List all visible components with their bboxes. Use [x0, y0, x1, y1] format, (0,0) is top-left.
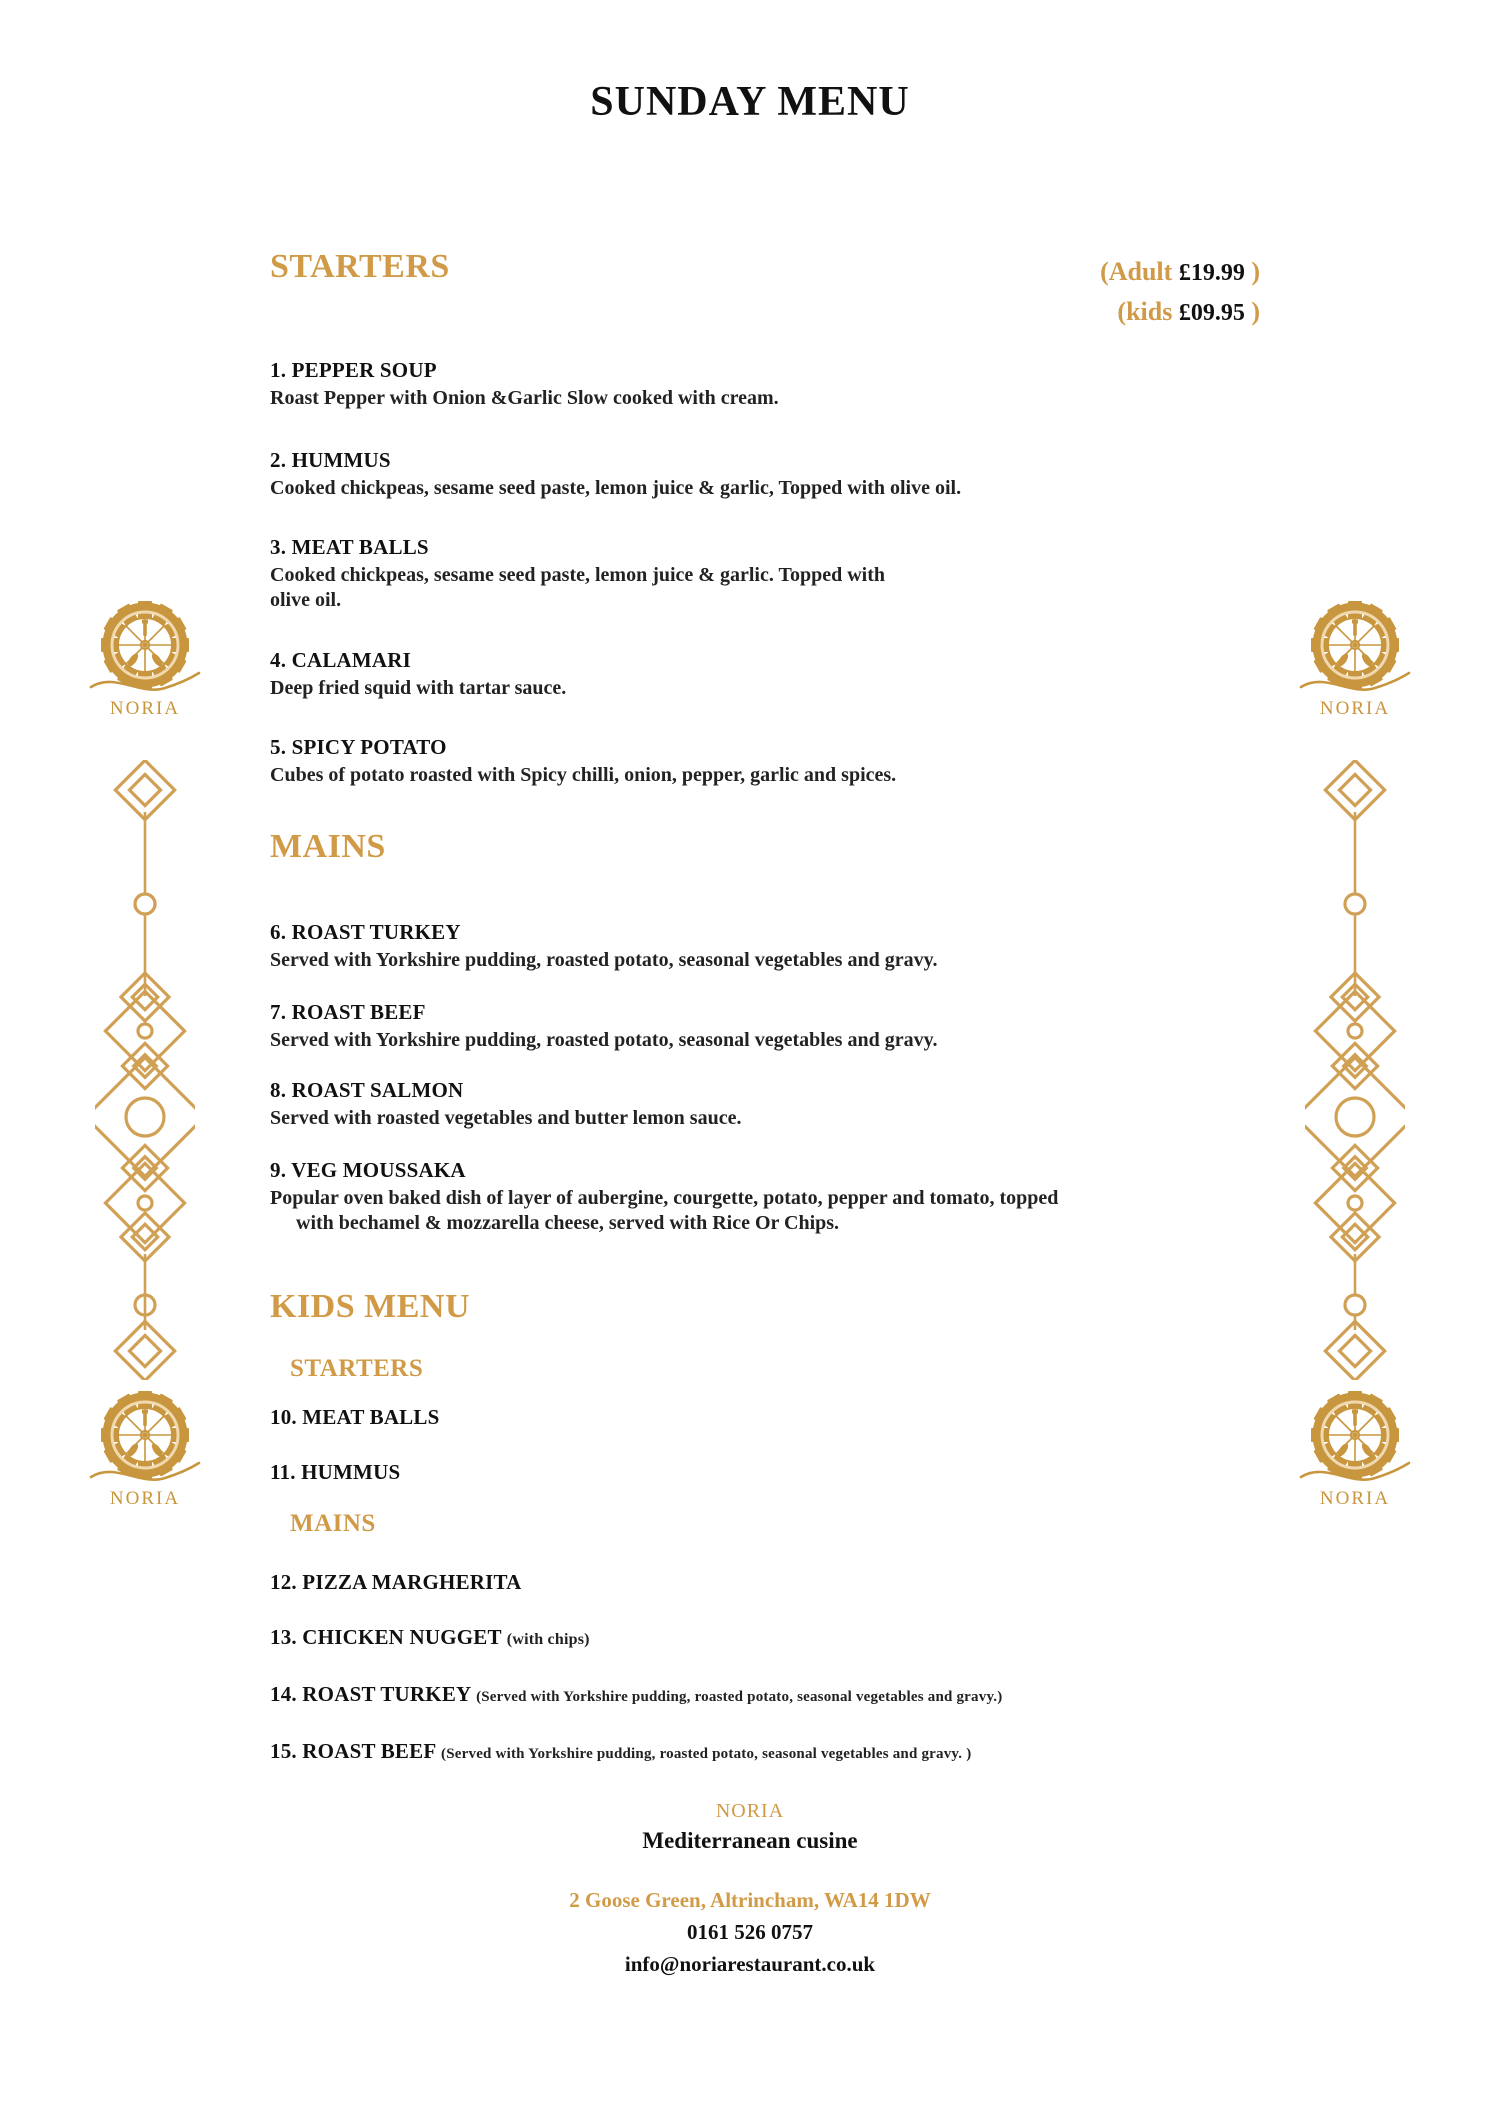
price-adult-amount: £19.99 — [1178, 260, 1245, 286]
menu-item-title: 2. HUMMUS — [270, 448, 391, 472]
noria-waterwheel-icon — [89, 600, 201, 702]
noria-waterwheel-icon — [89, 1390, 201, 1492]
menu-item-title: 3. MEAT BALLS — [270, 535, 429, 559]
price-kids-amount: £09.95 — [1178, 300, 1245, 327]
menu-item-title: 9. VEG MOUSSAKA — [270, 1158, 466, 1182]
price-kids — [1100, 292, 1260, 332]
menu-item-note: (Served with Yorkshire pudding, roasted potato, seasonal vegetables and gravy. ) — [441, 1746, 972, 1762]
menu-item-13 — [270, 1625, 590, 1650]
logo-wordmark: NORIA — [109, 698, 181, 719]
footer-address: 2 Goose Green, Altrincham, WA14 1DW — [569, 1888, 931, 1912]
menu-item-title: 4. CALAMARI — [270, 648, 412, 672]
menu-item-note: (Served with Yorkshire pudding, roasted potato, seasonal vegetables and gravy.) — [476, 1689, 1003, 1705]
logo-top-left — [45, 600, 245, 720]
menu-item-12 — [270, 1570, 522, 1595]
diamond-ornament-icon — [95, 760, 195, 1380]
logo-wordmark: NORIA — [109, 1488, 181, 1509]
menu-item-description: Deep fried squid with tartar sauce. — [270, 677, 567, 699]
footer-email[interactable]: info@noriarestaurant.co.uk — [624, 1952, 876, 1976]
menu-item-title: 5. SPICY POTATO — [270, 735, 447, 759]
menu-item-title: 1. PEPPER SOUP — [270, 358, 437, 382]
price-adult — [1100, 252, 1260, 292]
menu-item-description-line2: with bechamel & mozzarella cheese, served with Rice Or Chips. — [296, 1212, 840, 1234]
price-adult-label: (Adult — [1100, 257, 1173, 286]
menu-item-5 — [270, 735, 1260, 788]
logo-wordmark: NORIA — [1319, 698, 1391, 719]
page-title: SUNDAY MENU — [590, 79, 910, 125]
menu-item-description: Cubes of potato roasted with Spicy chilli, onion, pepper, garlic and spices. — [270, 764, 897, 786]
price-adult-close: ) — [1251, 257, 1260, 286]
section-heading-starters: STARTERS — [270, 248, 450, 285]
menu-item-2 — [270, 448, 1260, 501]
menu-item-description: Cooked chickpeas, sesame seed paste, lemon juice & garlic, Topped with olive oil. — [270, 477, 962, 499]
footer-tagline: Mediterranean cusine — [642, 1828, 858, 1853]
price-block — [1100, 252, 1260, 333]
menu-item-description: Served with Yorkshire pudding, roasted potato, seasonal vegetables and gravy. — [270, 1029, 938, 1051]
menu-item-title — [270, 1739, 971, 1764]
menu-item-title-text: 12. PIZZA MARGHERITA — [270, 1570, 522, 1594]
menu-item-description-line2: olive oil. — [270, 589, 342, 611]
noria-waterwheel-icon — [1299, 600, 1411, 702]
vertical-ornament-right — [1255, 760, 1455, 1385]
menu-item-1 — [270, 358, 1260, 411]
menu-item-4 — [270, 648, 1260, 701]
menu-item-title — [270, 1625, 590, 1650]
menu-item-description-line1: Popular oven baked dish of layer of aubergine, courgette, potato, pepper and tomato, topped — [270, 1187, 1059, 1209]
menu-item-note: (with chips) — [506, 1631, 590, 1648]
menu-item-11 — [270, 1460, 400, 1485]
vertical-ornament-left — [45, 760, 245, 1385]
section-heading-kids-starters: STARTERS — [290, 1355, 424, 1382]
menu-item-description: Served with roasted vegetables and butter lemon sauce. — [270, 1107, 742, 1129]
menu-item-9 — [270, 1158, 1260, 1236]
menu-item-title-text: 13. CHICKEN NUGGET — [270, 1625, 502, 1649]
menu-item-title: 6. ROAST TURKEY — [270, 920, 461, 944]
menu-item-description-line1: Cooked chickpeas, sesame seed paste, lemon juice & garlic. Topped with — [270, 564, 885, 586]
menu-item-14 — [270, 1682, 1002, 1707]
footer — [0, 1800, 1500, 1977]
logo-top-right — [1255, 600, 1455, 720]
menu-item-title: 7. ROAST BEEF — [270, 1000, 426, 1024]
price-kids-label: (kids — [1117, 297, 1173, 327]
menu-item-3 — [270, 535, 1260, 613]
menu-item-description: Roast Pepper with Onion &Garlic Slow cooked with cream. — [270, 387, 779, 409]
section-heading-kids-menu: KIDS MENU — [270, 1288, 471, 1325]
menu-item-7 — [270, 1000, 1260, 1053]
menu-item-description — [270, 563, 1260, 613]
menu-item-10 — [270, 1405, 439, 1430]
diamond-ornament-icon — [1305, 760, 1405, 1380]
logo-bottom-right — [1255, 1390, 1455, 1510]
section-heading-mains: MAINS — [270, 828, 386, 865]
menu-item-8 — [270, 1078, 1260, 1131]
footer-brand: NORIA — [715, 1800, 785, 1822]
menu-item-title: 11. HUMMUS — [270, 1460, 401, 1484]
menu-item-title: 8. ROAST SALMON — [270, 1078, 464, 1102]
menu-item-title-text: 15. ROAST BEEF — [270, 1739, 436, 1763]
menu-item-description: Served with Yorkshire pudding, roasted potato, seasonal vegetables and gravy. — [270, 949, 938, 971]
section-heading-kids-mains: MAINS — [290, 1510, 376, 1537]
menu-item-title: 10. MEAT BALLS — [270, 1405, 440, 1429]
menu-item-title-text: 14. ROAST TURKEY — [270, 1682, 471, 1706]
logo-wordmark: NORIA — [1319, 1488, 1391, 1509]
footer-phone[interactable]: 0161 526 0757 — [687, 1920, 813, 1944]
menu-item-title — [270, 1570, 522, 1595]
noria-waterwheel-icon — [1299, 1390, 1411, 1492]
menu-item-description — [270, 1186, 1260, 1236]
menu-item-15 — [270, 1739, 971, 1764]
menu-item-6 — [270, 920, 1260, 973]
price-kids-close: ) — [1251, 297, 1260, 327]
logo-bottom-left — [45, 1390, 245, 1510]
menu-item-title — [270, 1682, 1002, 1707]
